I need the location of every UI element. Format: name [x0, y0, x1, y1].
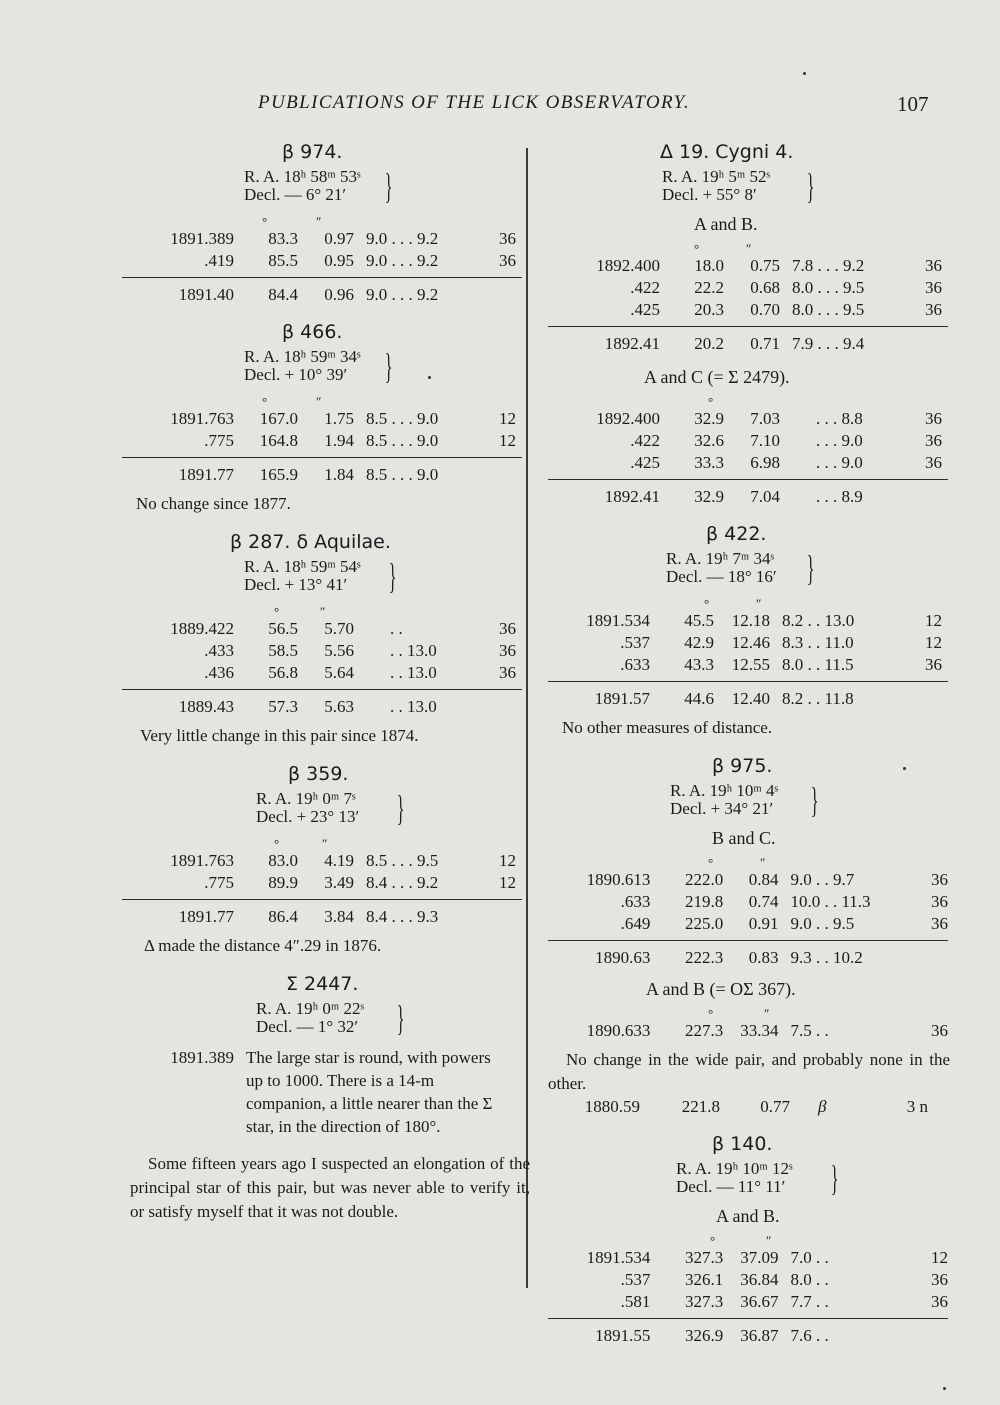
coordinates	[122, 168, 522, 204]
note: Very little change in this pair since 1874.	[140, 726, 419, 745]
ink-speck	[803, 72, 806, 75]
measures-table	[122, 394, 522, 486]
table-row: .436 56.8 5.64 . . 13.0 36	[204, 663, 516, 682]
brace: }	[806, 166, 815, 206]
table-row: 1891.534 45.5 12.18 8.2 . . 13.0 12	[586, 611, 942, 630]
mean-row: 1891.77 86.4 3.84 8.4 . . . 9.3	[178, 907, 439, 926]
mean-row: 1889.43 57.3 5.63 . . 13.0	[178, 697, 437, 716]
brace: }	[810, 780, 819, 820]
table-row: .775 89.9 3.49 8.4 . . . 9.2 12	[204, 873, 516, 892]
unit-row: ° ″	[262, 214, 322, 229]
measures-table	[122, 836, 522, 928]
remark	[122, 1046, 522, 1138]
entry-b359	[122, 762, 522, 958]
extra-measure	[548, 1096, 948, 1118]
measures-table	[548, 241, 948, 355]
ink-speck	[903, 767, 906, 770]
table-row: .633 219.8 0.74 10.0 . . 11.3 36	[620, 892, 948, 911]
declination: Decl. — 6° 21′	[244, 185, 347, 204]
table-row: .633 43.3 12.55 8.0 . . 11.5 36	[620, 655, 942, 674]
right-ascension: R. A. 19ʰ 0ᵐ 7ˢ	[256, 789, 356, 808]
mean-row: 1891.57 44.6 12.40 8.2 . . 11.8	[594, 689, 854, 708]
measures-table	[548, 394, 948, 508]
remark-date: 1891.389	[170, 1048, 234, 1067]
right-ascension: R. A. 19ʰ 10ᵐ 4ˢ	[670, 781, 779, 800]
table-row: .775 164.8 1.94 8.5 . . . 9.0 12	[204, 431, 516, 450]
mean-rule	[548, 1318, 948, 1319]
declination: Decl. + 10° 39′	[244, 365, 348, 384]
table-row: .537 326.1 36.84 8.0 . . 36	[620, 1270, 948, 1289]
entry-b974	[122, 140, 522, 306]
mean-rule	[548, 940, 948, 941]
component-label: A and C (= Σ 2479).	[644, 367, 790, 387]
component-label: B and C.	[712, 828, 776, 848]
entry-b140	[548, 1132, 948, 1347]
component-label: A and B (= OΣ 367).	[646, 979, 796, 999]
table-row: .581 327.3 36.67 7.7 . . 36	[620, 1292, 948, 1311]
coordinates	[548, 782, 948, 818]
coordinates	[122, 558, 522, 594]
entry-title: β 466.	[282, 321, 343, 343]
entry-b287	[122, 530, 522, 748]
entry-title: β 287. δ Aquilae.	[230, 531, 391, 553]
entry-b422	[548, 522, 948, 740]
entry-s2447	[122, 972, 530, 1224]
mean-rule	[548, 326, 948, 327]
ink-speck	[943, 1387, 946, 1390]
mean-row: 1891.40 84.4 0.96 9.0 . . . 9.2	[178, 285, 439, 304]
unit-row: ° ″	[704, 596, 762, 611]
unit-row: °	[708, 394, 714, 409]
paragraph: Some fifteen years ago I suspected an elongation of the principal star of this pair, but was never able to verify it, or satisfy myself that it was not double.	[130, 1154, 530, 1221]
measures-table	[548, 1233, 948, 1347]
coordinates	[548, 168, 948, 204]
coordinates	[122, 348, 522, 384]
measures-table	[122, 604, 522, 718]
mean-rule	[122, 899, 522, 900]
declination: Decl. — 18° 16′	[666, 567, 777, 586]
mean-rule	[548, 479, 948, 480]
entry-b975	[548, 754, 948, 1118]
right-ascension: R. A. 19ʰ 5ᵐ 52ˢ	[662, 167, 771, 186]
page-header	[0, 92, 1000, 122]
measures-table	[548, 855, 948, 969]
component-label: A and B.	[716, 1206, 780, 1226]
measures-table	[548, 1006, 948, 1042]
note: No other measures of distance.	[562, 718, 773, 737]
right-ascension: R. A. 19ʰ 7ᵐ 34ˢ	[666, 549, 775, 568]
unit-row: ° ″	[262, 394, 322, 409]
table-row: .433 58.5 5.56 . . 13.0 36	[204, 641, 516, 660]
unit-row: ° ″	[274, 604, 326, 619]
right-column	[548, 140, 948, 1361]
entry-title: β 359.	[288, 763, 349, 785]
declination: Decl. + 23° 13′	[256, 807, 360, 826]
table-row: 1892.400 32.9 7.03 . . . 8.8 36	[596, 409, 942, 428]
table-row: .422 32.6 7.10 . . . 9.0 36	[630, 431, 942, 450]
column-divider	[526, 148, 528, 1288]
mean-row: 1890.63 222.3 0.83 9.3 . . 10.2	[595, 948, 863, 967]
mean-rule	[548, 681, 948, 682]
unit-row: ° ″	[274, 836, 328, 851]
entry-title: β 974.	[282, 141, 343, 163]
mean-rule	[122, 457, 522, 458]
declination: Decl. + 55° 8′	[662, 185, 757, 204]
remark-text: The large star is round, with powers up to 1000. There is a 14-m companion, a little nearer than the Σ star, in the direction of 180°.	[246, 1048, 493, 1136]
table-row: 1891.389 83.3 0.97 9.0 . . . 9.2 36	[170, 229, 516, 248]
brace: }	[384, 346, 393, 386]
brace: }	[388, 556, 397, 596]
declination: Decl. + 13° 41′	[244, 575, 348, 594]
table-row: .419 85.5 0.95 9.0 . . . 9.2 36	[204, 251, 516, 270]
entry-title: Σ 2447.	[286, 973, 359, 995]
coordinates	[122, 1000, 522, 1036]
entry-title: β 422.	[706, 523, 767, 545]
left-column	[122, 140, 530, 1238]
table-row: .425 20.3 0.70 8.0 . . . 9.5 36	[630, 300, 942, 319]
table-row: .649 225.0 0.91 9.0 . . 9.5 36	[620, 914, 948, 933]
table-row: .425 33.3 6.98 . . . 9.0 36	[630, 453, 942, 472]
coordinates	[548, 550, 948, 586]
component-label: A and B.	[694, 214, 758, 234]
page-number: 107	[897, 92, 929, 116]
brace: }	[396, 998, 405, 1038]
declination: Decl. — 1° 32′	[256, 1017, 359, 1036]
entry-d19	[548, 140, 948, 508]
unit-row: ° ″	[710, 1233, 772, 1248]
table-row: .422 22.2 0.68 8.0 . . . 9.5 36	[630, 278, 942, 297]
mean-row: 1891.77 165.9 1.84 8.5 . . . 9.0	[178, 465, 439, 484]
right-ascension: R. A. 18ʰ 59ᵐ 54ˢ	[244, 557, 361, 576]
mean-row: 1892.41 20.2 0.71 7.9 . . . 9.4	[604, 334, 865, 353]
entry-title: β 140.	[712, 1133, 773, 1155]
brace: }	[396, 788, 405, 828]
brace: }	[384, 166, 393, 206]
mean-rule	[122, 277, 522, 278]
measures-table	[122, 214, 522, 306]
entry-title: β 975.	[712, 755, 773, 777]
table-row: 1890.633 227.3 33.34 7.5 . . 36	[586, 1021, 948, 1040]
running-title: PUBLICATIONS OF THE LICK OBSERVATORY.	[258, 92, 691, 113]
unit-row: ° ″	[694, 241, 752, 256]
mean-row: 1892.41 32.9 7.04 . . . 8.9	[604, 487, 863, 506]
note: No change since 1877.	[136, 494, 291, 513]
table-row: .537 42.9 12.46 8.3 . . 11.0 12	[620, 633, 942, 652]
mean-rule	[122, 689, 522, 690]
entry-b466	[122, 320, 522, 516]
table-row: 1880.59 221.8 0.77 β 3 n	[584, 1097, 928, 1116]
paragraph: No change in the wide pair, and probably none in the other.	[548, 1050, 950, 1093]
table-row: 1892.400 18.0 0.75 7.8 . . . 9.2 36	[596, 256, 942, 275]
right-ascension: R. A. 19ʰ 10ᵐ 12ˢ	[676, 1159, 793, 1178]
declination: Decl. — 11° 11′	[676, 1177, 786, 1196]
coordinates	[122, 790, 522, 826]
ink-speck	[428, 376, 431, 379]
entry-title: Δ 19. Cygni 4.	[660, 141, 794, 163]
brace: }	[806, 548, 815, 588]
table-row: 1889.422 56.5 5.70 . . 36	[170, 619, 516, 638]
unit-row: ° ″	[708, 1006, 770, 1021]
unit-row: ° ″	[708, 855, 766, 870]
table-row: 1891.534 327.3 37.09 7.0 . . 12	[586, 1248, 948, 1267]
note: Δ made the distance 4″.29 in 1876.	[144, 936, 382, 955]
mean-row: 1891.55 326.9 36.87 7.6 . .	[595, 1326, 829, 1345]
right-ascension: R. A. 19ʰ 0ᵐ 22ˢ	[256, 999, 365, 1018]
table-row: 1890.613 222.0 0.84 9.0 . . 9.7 36	[586, 870, 948, 889]
measures-table	[548, 596, 948, 710]
table-row: 1891.763 167.0 1.75 8.5 . . . 9.0 12	[170, 409, 516, 428]
brace: }	[830, 1158, 839, 1198]
right-ascension: R. A. 18ʰ 59ᵐ 34ˢ	[244, 347, 361, 366]
declination: Decl. + 34° 21′	[670, 799, 774, 818]
right-ascension: R. A. 18ʰ 58ᵐ 53ˢ	[244, 167, 361, 186]
table-row: 1891.763 83.0 4.19 8.5 . . . 9.5 12	[170, 851, 516, 870]
coordinates	[548, 1160, 948, 1196]
